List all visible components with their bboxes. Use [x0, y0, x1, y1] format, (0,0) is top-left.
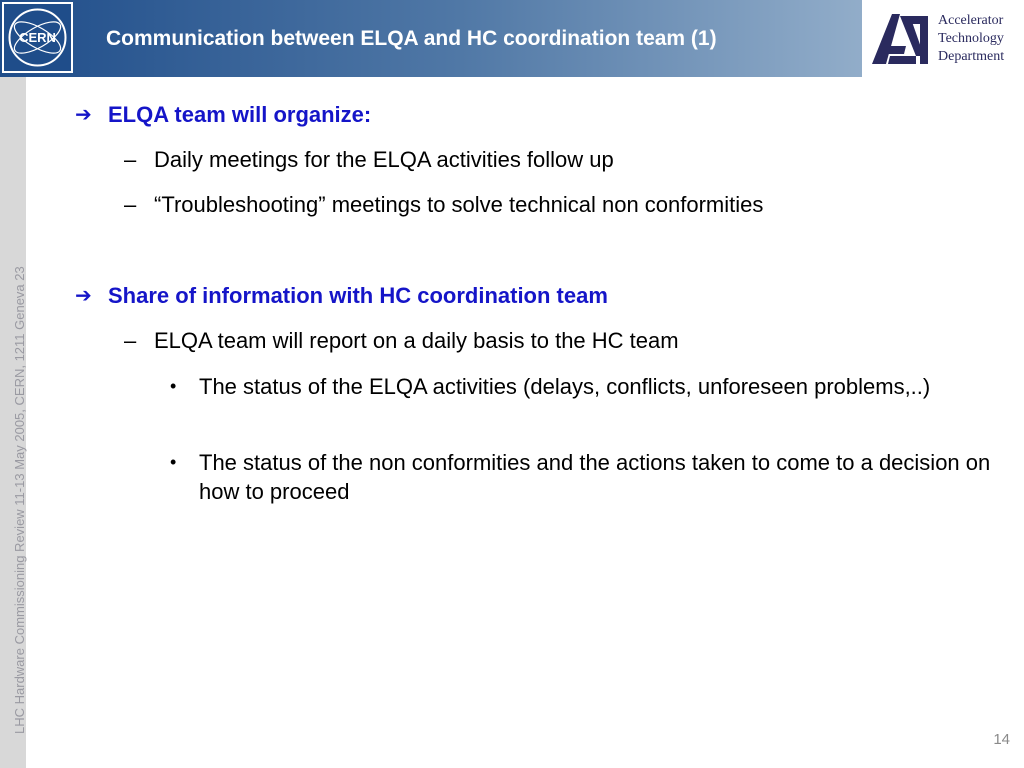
sub-list-item: The status of the non conformities and the actions taken to come to a decision on how to proceed: [199, 450, 991, 504]
dot-bullet: •: [170, 376, 177, 396]
right-arrow-icon: ➔: [75, 104, 92, 126]
dash-bullet: –: [124, 192, 137, 217]
dash-bullet: –: [124, 328, 137, 353]
slide-title: Communication between ELQA and HC coordination team (1): [106, 27, 717, 50]
sidebar-event-text: LHC Hardware Commissioning Review 11-13 May 2005, CERN, 1211 Geneva 23: [12, 266, 27, 734]
page-number: 14: [993, 731, 1010, 748]
cern-logo-text: CERN: [19, 30, 56, 45]
atd-line-1: Accelerator: [938, 13, 1004, 28]
list-item: “Troubleshooting” meetings to solve technical non conformities: [154, 192, 764, 217]
section-heading-2: Share of information with HC coordination team: [108, 283, 608, 308]
cern-logo: [2, 2, 73, 73]
dash-bullet: –: [124, 147, 137, 172]
cern-logo-icon: [2, 2, 73, 73]
sub-list-item: The status of the ELQA activities (delays, conflicts, unforeseen problems,..): [199, 374, 931, 399]
atd-logo: [862, 0, 1024, 77]
slide-header: [0, 0, 1024, 77]
atd-line-3: Department: [938, 49, 1005, 64]
list-item: ELQA team will report on a daily basis to the HC team: [154, 328, 679, 353]
atd-logo-icon: [870, 10, 932, 66]
right-arrow-icon: ➔: [75, 285, 92, 307]
atd-logo-text: [938, 12, 1004, 66]
list-item: Daily meetings for the ELQA activities follow up: [154, 147, 614, 172]
dot-bullet: •: [170, 452, 177, 472]
atd-line-2: Technology: [938, 31, 1004, 46]
section-heading-1: ELQA team will organize:: [108, 102, 372, 127]
